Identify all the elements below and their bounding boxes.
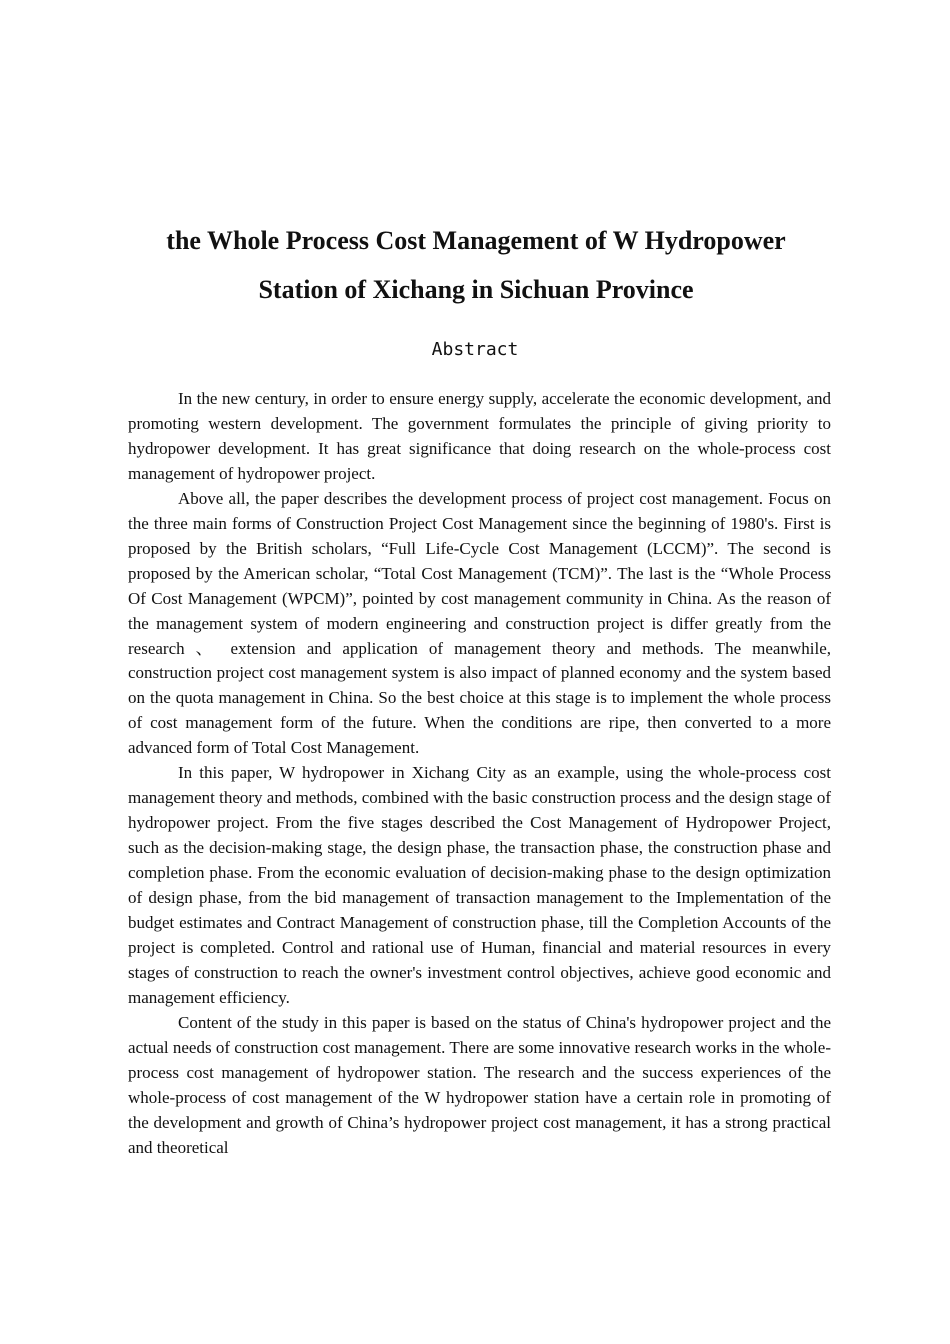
abstract-paragraph: In this paper, W hydropower in Xichang City as an example, using the whole-process cost management theory and methods, combined with the basic construction process and the design stage of hydropower project. From the five stages described the Cost Management of Hydropower Project, such as the decision-making stage, the design phase, the transaction phase, the construction phase and completion phase. From the economic evaluation of decision-making phase to the design optimization of design phase, from the bid management of transaction management to the Implementation of the budget estimates and Contract Management of construction phase, till the Completion Accounts of the project is completed. Control and rational use of Human, financial and material resources in every stages of construction to reach the owner's investment control objectives, achieve good economic and management efficiency. <box>128 763 831 1007</box>
abstract-paragraph: Content of the study in this paper is based on the status of China's hydropower project and the actual needs of construction cost management. There are some innovative research works in the whole-process cost management of hydropower station. The research and the success experiences of the whole-process of cost management of the W hydropower station have a certain role in promoting of the development and growth of China’s hydropower project cost management, it has a strong practical and theoretical <box>128 1012 831 1157</box>
abstract-body <box>128 387 831 1161</box>
paper-title <box>100 216 852 314</box>
paper-title-line-2: Station of Xichang in Sichuan Province <box>258 275 694 304</box>
abstract-paragraph: In the new century, in order to ensure energy supply, accelerate the economic development, and promoting western development. The government formulates the principle of giving priority to hydropower development. It has great significance that doing research on the whole-process cost management of hydropower project. <box>128 389 831 483</box>
paper-title-line-1: the Whole Process Cost Management of W Hydropower <box>166 226 786 255</box>
abstract-heading: Abstract <box>431 339 519 360</box>
abstract-paragraph: Above all, the paper describes the development process of project cost management. Focus on the three main forms of Construction Project Cost Management since the beginning of 1980's. First is proposed by the British scholars, “Full Life-Cycle Cost Management (LCCM)”. The second is proposed by the American scholar, “Total Cost Management (TCM)”. The last is the “Whole Process Of Cost Management (WPCM)”, pointed by cost management community in China. As the reason of the management system of modern engineering and construction project is differ greatly from the research 、 extension and application of management theory and methods. The meanwhile, construction project cost management system is also impact of planned economy and the system based on the quota management in China. So the best choice at this stage is to implement the whole process of cost management form of the future. When the conditions are ripe, then converted to a more advanced form of Total Cost Management. <box>128 488 831 758</box>
